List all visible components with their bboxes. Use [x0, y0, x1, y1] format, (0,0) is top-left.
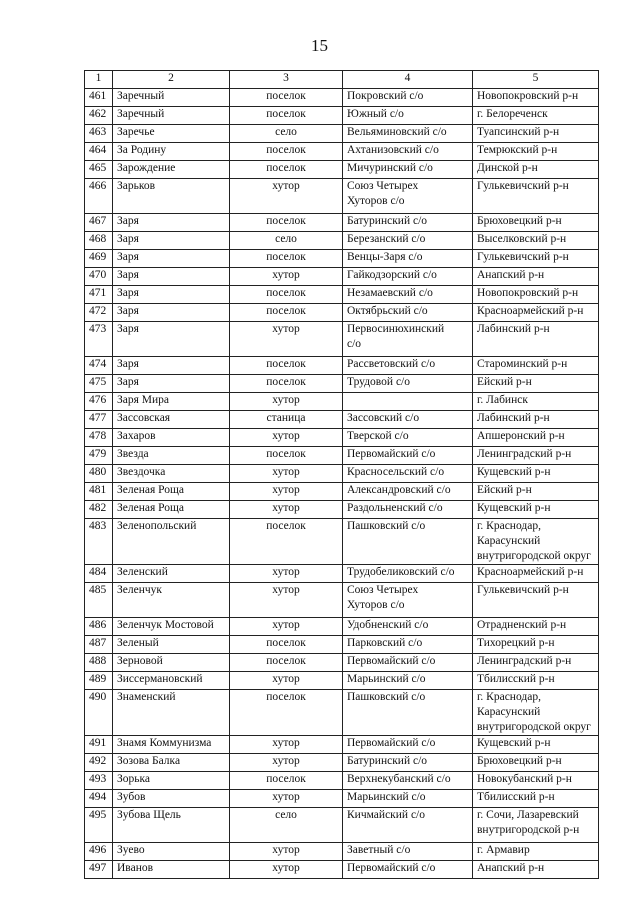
table-row — [85, 357, 599, 375]
rural-district: Удобненский с/о — [343, 618, 473, 636]
row-number: 495 — [85, 808, 113, 843]
row-number: 483 — [85, 519, 113, 565]
row-number: 474 — [85, 357, 113, 375]
municipal-district: г. Сочи, Лазаревский внутригородской р-н — [473, 808, 599, 843]
table-row — [85, 286, 599, 304]
place-name: Зубов — [113, 790, 230, 808]
row-number: 484 — [85, 565, 113, 583]
table-row — [85, 583, 599, 618]
place-name: Заря — [113, 232, 230, 250]
place-name: Зеленая Роща — [113, 483, 230, 501]
rural-district: Заветный с/о — [343, 843, 473, 861]
rural-district: Александровский с/о — [343, 483, 473, 501]
table-row — [85, 304, 599, 322]
municipal-district: Кущевский р-н — [473, 736, 599, 754]
rural-district: Раздольненский с/о — [343, 501, 473, 519]
municipal-district: Брюховецкий р-н — [473, 754, 599, 772]
municipal-district: Староминский р-н — [473, 357, 599, 375]
rural-district — [343, 393, 473, 411]
row-number: 497 — [85, 861, 113, 879]
place-name: Звездочка — [113, 465, 230, 483]
place-name: Иванов — [113, 861, 230, 879]
place-type: поселок — [230, 519, 343, 565]
place-type: хутор — [230, 565, 343, 583]
place-type: хутор — [230, 672, 343, 690]
place-name: Заря — [113, 375, 230, 393]
rural-district: Верхнекубанский с/о — [343, 772, 473, 790]
row-number: 465 — [85, 161, 113, 179]
place-type: поселок — [230, 690, 343, 736]
table-row — [85, 672, 599, 690]
row-number: 494 — [85, 790, 113, 808]
place-type: поселок — [230, 357, 343, 375]
rural-district: Тверской с/о — [343, 429, 473, 447]
municipal-district: Ейский р-н — [473, 375, 599, 393]
place-name: Заря — [113, 304, 230, 322]
place-name: Заречный — [113, 107, 230, 125]
row-number: 485 — [85, 583, 113, 618]
place-name: Заря — [113, 214, 230, 232]
place-name: Зеленчук Мостовой — [113, 618, 230, 636]
place-type: хутор — [230, 736, 343, 754]
place-type: село — [230, 808, 343, 843]
rural-district: Пашковский с/о — [343, 519, 473, 565]
place-type: хутор — [230, 465, 343, 483]
rural-district: Рассветовский с/о — [343, 357, 473, 375]
rural-district: Первомайский с/о — [343, 447, 473, 465]
rural-district: Парковский с/о — [343, 636, 473, 654]
rural-district: Ахтанизовский с/о — [343, 143, 473, 161]
municipal-district: Темрюкский р-н — [473, 143, 599, 161]
rural-district: Венцы-Заря с/о — [343, 250, 473, 268]
row-number: 475 — [85, 375, 113, 393]
rural-district: Союз Четырех Хуторов с/о — [343, 179, 473, 214]
rural-district: Покровский с/о — [343, 89, 473, 107]
row-number: 473 — [85, 322, 113, 357]
table-row — [85, 161, 599, 179]
place-type: хутор — [230, 790, 343, 808]
table-row — [85, 519, 599, 565]
rural-district: Первосинюхинский с/о — [343, 322, 473, 357]
place-name: Заречный — [113, 89, 230, 107]
table-row — [85, 411, 599, 429]
municipal-district: Апшеронский р-н — [473, 429, 599, 447]
place-type: село — [230, 125, 343, 143]
settlements-table — [84, 70, 599, 879]
row-number: 462 — [85, 107, 113, 125]
rural-district: Марьинский с/о — [343, 672, 473, 690]
place-type: станица — [230, 411, 343, 429]
row-number: 476 — [85, 393, 113, 411]
rural-district: Красносельский с/о — [343, 465, 473, 483]
place-type: хутор — [230, 843, 343, 861]
rural-district: Мичуринский с/о — [343, 161, 473, 179]
municipal-district: Ленинградский р-н — [473, 447, 599, 465]
place-name: Зеленый — [113, 636, 230, 654]
table-row — [85, 179, 599, 214]
place-type: хутор — [230, 268, 343, 286]
table-row — [85, 843, 599, 861]
rural-district: Зассовский с/о — [343, 411, 473, 429]
place-name: Зерновой — [113, 654, 230, 672]
column-header: 3 — [230, 71, 343, 89]
place-name: Зеленая Роща — [113, 501, 230, 519]
place-name: Зеленчук — [113, 583, 230, 618]
row-number: 481 — [85, 483, 113, 501]
municipal-district: Ленинградский р-н — [473, 654, 599, 672]
row-number: 472 — [85, 304, 113, 322]
column-header: 2 — [113, 71, 230, 89]
place-name: Заря — [113, 286, 230, 304]
row-number: 464 — [85, 143, 113, 161]
municipal-district: Гулькевичский р-н — [473, 250, 599, 268]
place-name: Зеленопольский — [113, 519, 230, 565]
municipal-district: Кущевский р-н — [473, 501, 599, 519]
rural-district: Батуринский с/о — [343, 214, 473, 232]
place-name: Заря Мира — [113, 393, 230, 411]
place-name: Зарождение — [113, 161, 230, 179]
rural-district: Гайкодзорский с/о — [343, 268, 473, 286]
place-type: хутор — [230, 429, 343, 447]
row-number: 493 — [85, 772, 113, 790]
table-row — [85, 268, 599, 286]
header-row — [85, 71, 599, 89]
municipal-district: г. Лабинск — [473, 393, 599, 411]
place-name: Зорька — [113, 772, 230, 790]
place-type: поселок — [230, 375, 343, 393]
row-number: 482 — [85, 501, 113, 519]
place-name: Знамя Коммунизма — [113, 736, 230, 754]
table-row — [85, 618, 599, 636]
municipal-district: Выселковский р-н — [473, 232, 599, 250]
column-header: 1 — [85, 71, 113, 89]
row-number: 480 — [85, 465, 113, 483]
municipal-district: Новокубанский р-н — [473, 772, 599, 790]
rural-district: Вельяминовский с/о — [343, 125, 473, 143]
table-row — [85, 214, 599, 232]
place-type: поселок — [230, 772, 343, 790]
place-name: Зозова Балка — [113, 754, 230, 772]
table-row — [85, 447, 599, 465]
row-number: 488 — [85, 654, 113, 672]
place-type: поселок — [230, 161, 343, 179]
municipal-district: г. Краснодар, Карасунский внутригородской округ — [473, 690, 599, 736]
place-type: хутор — [230, 322, 343, 357]
municipal-district: Красноармейский р-н — [473, 565, 599, 583]
place-name: Захаров — [113, 429, 230, 447]
table-row — [85, 250, 599, 268]
table-row — [85, 754, 599, 772]
row-number: 471 — [85, 286, 113, 304]
row-number: 466 — [85, 179, 113, 214]
rural-district: Пашковский с/о — [343, 690, 473, 736]
row-number: 479 — [85, 447, 113, 465]
row-number: 467 — [85, 214, 113, 232]
row-number: 463 — [85, 125, 113, 143]
page-number: 15 — [311, 36, 328, 55]
place-name: Зассовская — [113, 411, 230, 429]
table-row — [85, 654, 599, 672]
municipal-district: Гулькевичский р-н — [473, 583, 599, 618]
row-number: 491 — [85, 736, 113, 754]
row-number: 470 — [85, 268, 113, 286]
place-type: хутор — [230, 179, 343, 214]
row-number: 461 — [85, 89, 113, 107]
place-name: Знаменский — [113, 690, 230, 736]
municipal-district: Тбилисский р-н — [473, 790, 599, 808]
place-name: Зеленский — [113, 565, 230, 583]
table-row — [85, 861, 599, 879]
place-name: Зиссермановский — [113, 672, 230, 690]
rural-district: Первомайский с/о — [343, 654, 473, 672]
table-row — [85, 565, 599, 583]
place-type: хутор — [230, 861, 343, 879]
settlements-table-body — [85, 71, 599, 879]
place-name: Звезда — [113, 447, 230, 465]
place-type: поселок — [230, 654, 343, 672]
place-type: поселок — [230, 89, 343, 107]
municipal-district: Динской р-н — [473, 161, 599, 179]
place-name: Зуево — [113, 843, 230, 861]
table-row — [85, 808, 599, 843]
place-name: Зубова Щель — [113, 808, 230, 843]
table-row — [85, 690, 599, 736]
row-number: 478 — [85, 429, 113, 447]
place-type: хутор — [230, 583, 343, 618]
rural-district: Октябрьский с/о — [343, 304, 473, 322]
municipal-district: Лабинский р-н — [473, 322, 599, 357]
rural-district: Батуринский с/о — [343, 754, 473, 772]
rural-district: Первомайский с/о — [343, 861, 473, 879]
place-name: Заря — [113, 322, 230, 357]
rural-district: Марьинский с/о — [343, 790, 473, 808]
row-number: 469 — [85, 250, 113, 268]
row-number: 486 — [85, 618, 113, 636]
rural-district: Кичмайский с/о — [343, 808, 473, 843]
place-name: Заречье — [113, 125, 230, 143]
table-row — [85, 125, 599, 143]
municipal-district: Тихорецкий р-н — [473, 636, 599, 654]
municipal-district: Ейский р-н — [473, 483, 599, 501]
table-row — [85, 107, 599, 125]
municipal-district: г. Белореченск — [473, 107, 599, 125]
place-type: хутор — [230, 618, 343, 636]
rural-district: Трудобеликовский с/о — [343, 565, 473, 583]
rural-district: Южный с/о — [343, 107, 473, 125]
municipal-district: Гулькевичский р-н — [473, 179, 599, 214]
table-row — [85, 736, 599, 754]
row-number: 487 — [85, 636, 113, 654]
place-name: Заря — [113, 357, 230, 375]
rural-district: Трудовой с/о — [343, 375, 473, 393]
table-row — [85, 790, 599, 808]
rural-district: Березанский с/о — [343, 232, 473, 250]
table-row — [85, 483, 599, 501]
table-row — [85, 772, 599, 790]
place-type: поселок — [230, 286, 343, 304]
place-type: поселок — [230, 107, 343, 125]
place-type: поселок — [230, 143, 343, 161]
table-row — [85, 501, 599, 519]
municipal-district: Красноармейский р-н — [473, 304, 599, 322]
place-name: Заря — [113, 268, 230, 286]
place-type: поселок — [230, 304, 343, 322]
place-type: хутор — [230, 393, 343, 411]
municipal-district: Отрадненский р-н — [473, 618, 599, 636]
place-type: поселок — [230, 447, 343, 465]
municipal-district: Анапский р-н — [473, 861, 599, 879]
municipal-district: г. Армавир — [473, 843, 599, 861]
row-number: 490 — [85, 690, 113, 736]
table-row — [85, 322, 599, 357]
place-name: Зарьков — [113, 179, 230, 214]
place-name: Заря — [113, 250, 230, 268]
place-type: хутор — [230, 754, 343, 772]
row-number: 492 — [85, 754, 113, 772]
municipal-district: г. Краснодар, Карасунский внутригородской округ — [473, 519, 599, 565]
row-number: 489 — [85, 672, 113, 690]
rural-district: Первомайский с/о — [343, 736, 473, 754]
rural-district: Незамаевский с/о — [343, 286, 473, 304]
table-row — [85, 636, 599, 654]
table-row — [85, 465, 599, 483]
table-row — [85, 89, 599, 107]
row-number: 468 — [85, 232, 113, 250]
municipal-district: Брюховецкий р-н — [473, 214, 599, 232]
rural-district: Союз Четырех Хуторов с/о — [343, 583, 473, 618]
column-header: 4 — [343, 71, 473, 89]
municipal-district: Анапский р-н — [473, 268, 599, 286]
place-type: хутор — [230, 501, 343, 519]
municipal-district: Лабинский р-н — [473, 411, 599, 429]
column-header: 5 — [473, 71, 599, 89]
municipal-district: Новопокровский р-н — [473, 89, 599, 107]
municipal-district: Туапсинский р-н — [473, 125, 599, 143]
place-type: поселок — [230, 250, 343, 268]
table-row — [85, 393, 599, 411]
table-row — [85, 375, 599, 393]
table-row — [85, 232, 599, 250]
municipal-district: Тбилисский р-н — [473, 672, 599, 690]
place-type: село — [230, 232, 343, 250]
row-number: 496 — [85, 843, 113, 861]
table-row — [85, 143, 599, 161]
table-row — [85, 429, 599, 447]
place-type: поселок — [230, 214, 343, 232]
place-type: хутор — [230, 483, 343, 501]
place-type: поселок — [230, 636, 343, 654]
row-number: 477 — [85, 411, 113, 429]
municipal-district: Кущевский р-н — [473, 465, 599, 483]
place-name: За Родину — [113, 143, 230, 161]
municipal-district: Новопокровский р-н — [473, 286, 599, 304]
